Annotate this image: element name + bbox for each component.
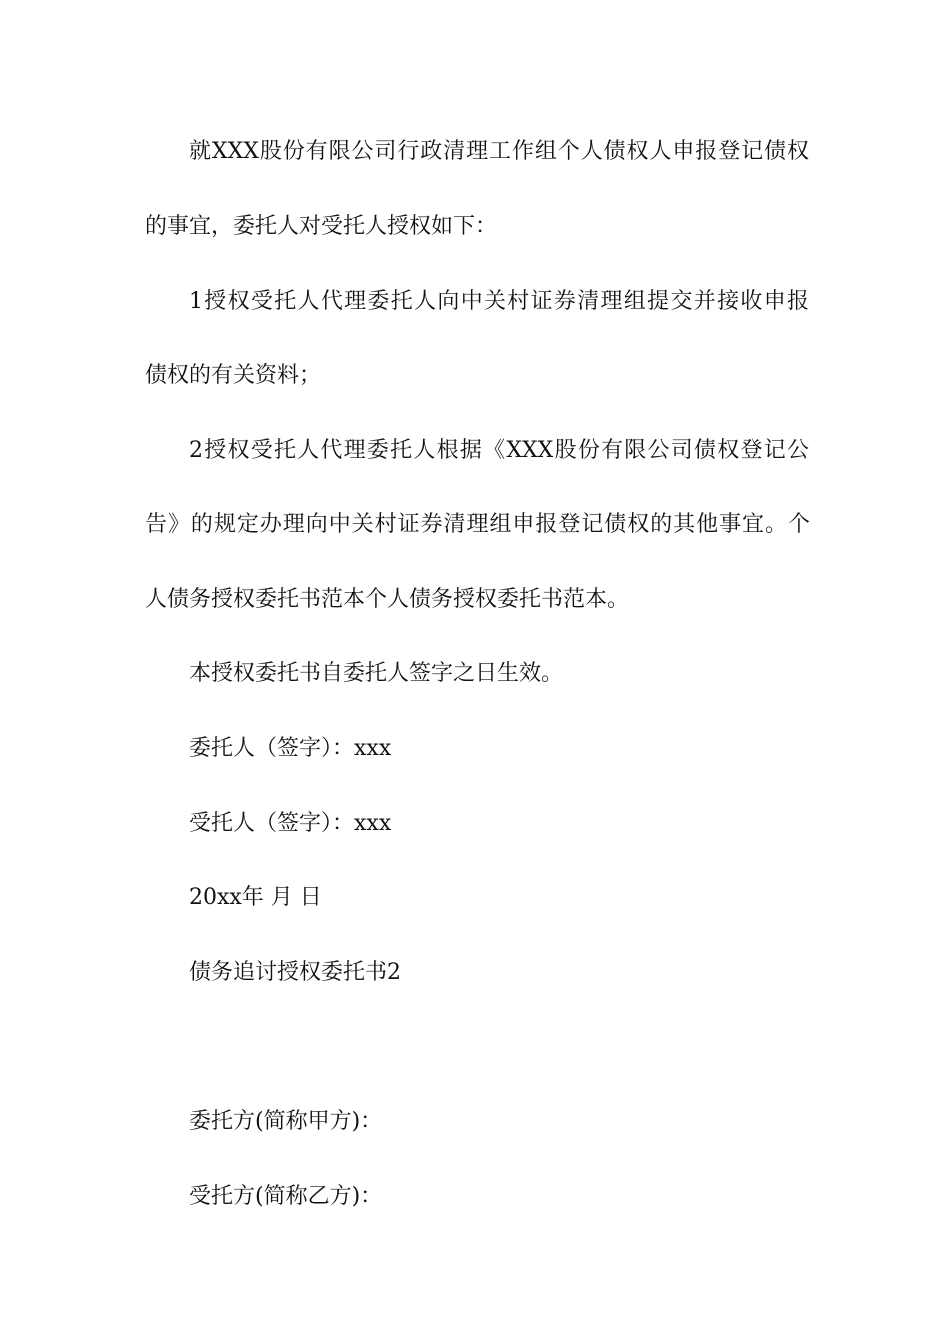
- agent-signature: 受托人（签字）：xxx: [189, 811, 392, 836]
- party-a-line: 委托方(简称甲方)：: [189, 1109, 383, 1134]
- section-title: 债务追讨授权委托书2: [189, 960, 401, 985]
- paragraph-3-line-3: 人债务授权委托书范本个人债务授权委托书范本。: [145, 587, 630, 612]
- principal-signature: 委托人（签字）：xxx: [189, 736, 392, 761]
- paragraph-3-line-2: 告》的规定办理向中关村证券清理组申报登记债权的其他事宜。个: [145, 512, 810, 537]
- paragraph-1-line-2: 的事宜，委托人对受托人授权如下：: [145, 214, 498, 239]
- paragraph-2-line-2: 债权的有关资料；: [145, 363, 322, 388]
- party-b-line: 受托方(简称乙方)：: [189, 1184, 383, 1209]
- effective-clause: 本授权委托书自委托人签字之日生效。: [189, 661, 564, 686]
- paragraph-2-line-1: 1授权受托人代理委托人向中关村证券清理组提交并接收申报: [189, 289, 809, 314]
- paragraph-3-line-1: 2授权受托人代理委托人根据《XXX股份有限公司债权登记公: [189, 438, 809, 463]
- paragraph-1-line-1: 就XXX股份有限公司行政清理工作组个人债权人申报登记债权: [189, 139, 809, 164]
- date-line: 20xx年 月 日: [189, 885, 322, 910]
